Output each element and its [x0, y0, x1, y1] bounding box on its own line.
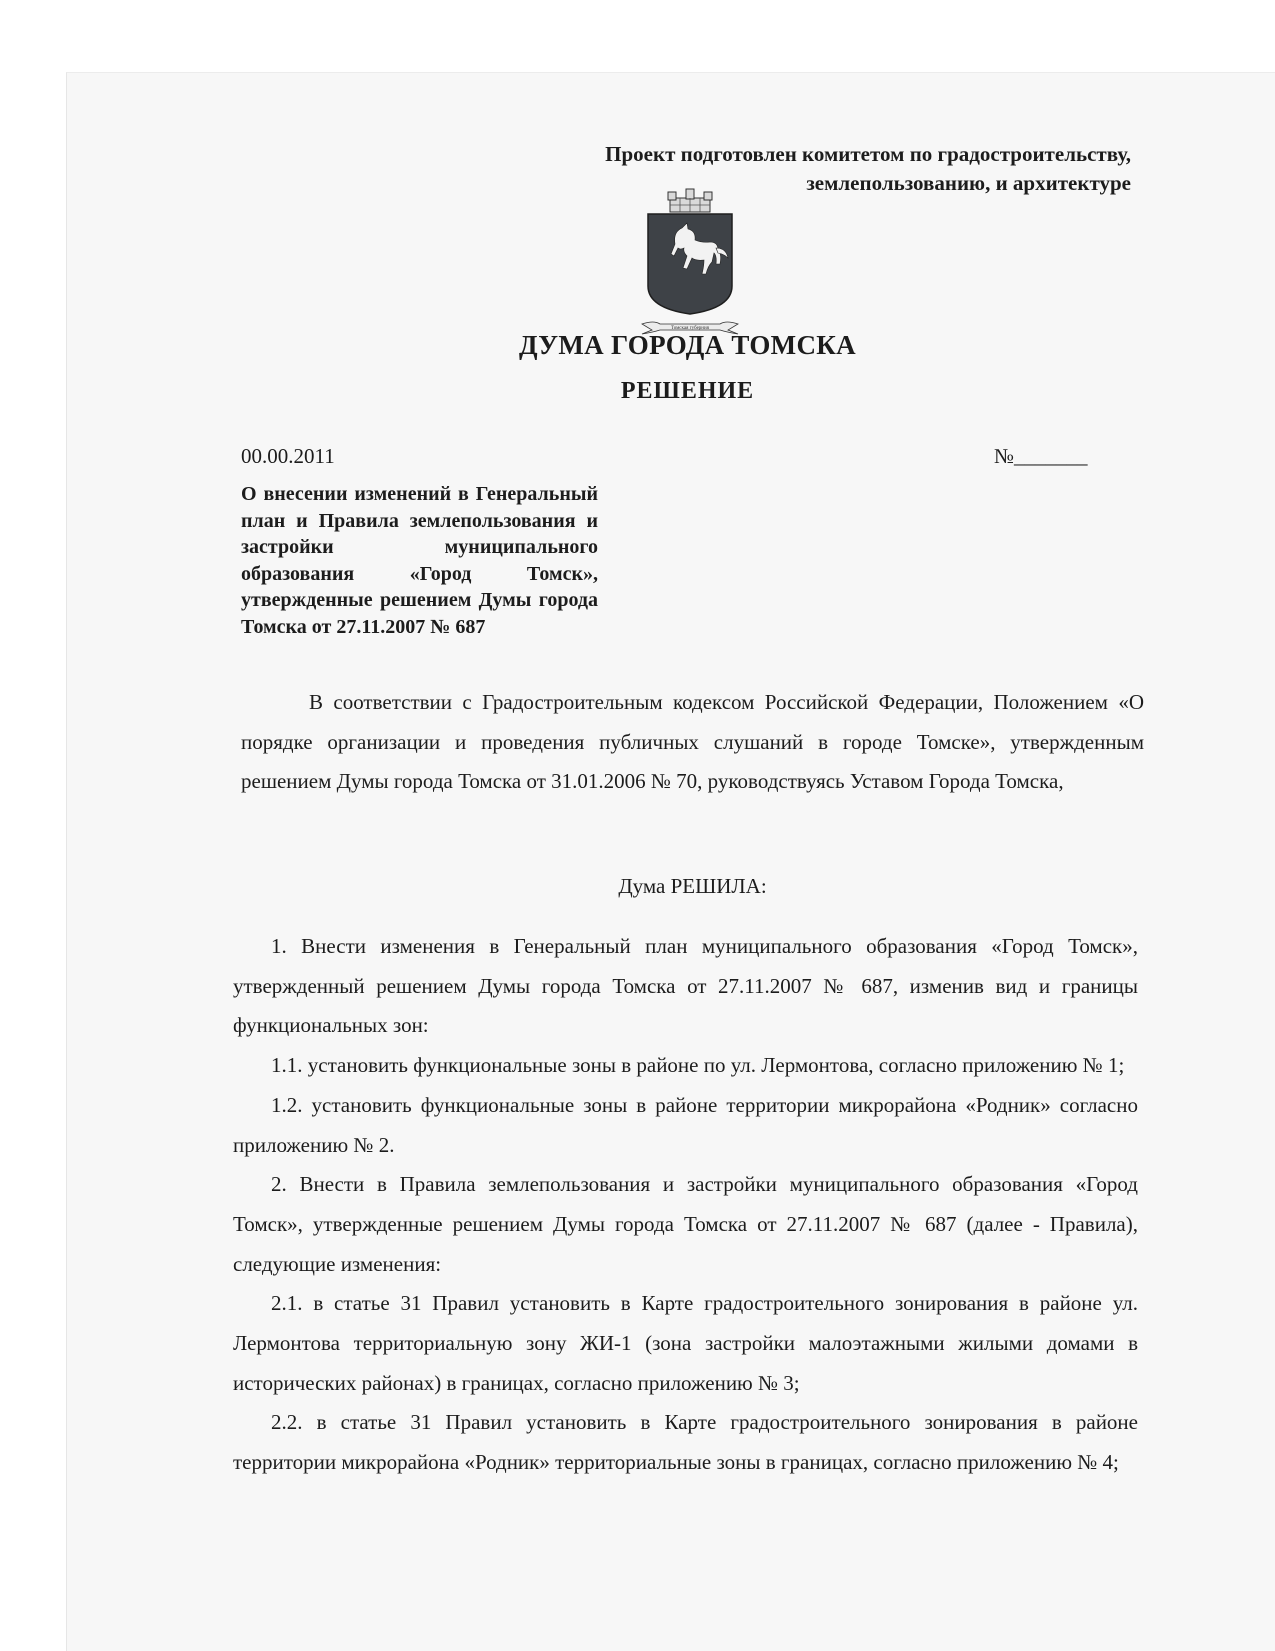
prepared-by-line-2: землепользованию, и архитектуре — [806, 171, 1131, 195]
resolution-item-2-1: 2.1. в статье 31 Правил установить в Карте градостроительного зонирования в районе ул. Лермонтова территориальную зону ЖИ-1 (зона застройки малоэтажными жилыми домами в исторических районах) в границах, согласно приложению № 3; — [233, 1291, 1138, 1395]
prepared-by-line-1: Проект подготовлен комитетом по градостроительству, — [605, 142, 1131, 166]
emblem-ribbon-text: Томская губерния — [671, 326, 709, 331]
resolution-item-2: 2. Внести в Правила землепользования и застройки муниципального образования «Город Томск», утвержденные решением Думы города Томска от 27.11.2007 № 687 (далее - Правила), следующие изменения: — [233, 1172, 1138, 1276]
council-title: ДУМА ГОРОДА ТОМСКА — [519, 330, 856, 360]
decision-subject: О внесении изменений в Генеральный план и Правила землепользования и застройки муниципального образования «Город Томск», утвержденные решением Думы города Томска от 27.11.2007 № 687 — [241, 483, 598, 638]
resolution-item-1: 1. Внести изменения в Генеральный план муниципального образования «Город Томск», утвержденный решением Думы города Томска от 27.11.2007 № 687, изменив вид и границы функциональных зон: — [233, 934, 1138, 1038]
decision-date: 00.00.2011 — [241, 444, 335, 468]
decision-number: №_______ — [994, 444, 1088, 468]
resolution-items — [233, 927, 1138, 1483]
resolution-item-1-1: 1.1. установить функциональные зоны в районе по ул. Лермонтова, согласно приложению № 1; — [271, 1053, 1125, 1078]
resolution-item-2-2: 2.2. в статье 31 Правил установить в Карте градостроительного зонирования в районе территории микрорайона «Родник» территориальные зоны в границах, согласно приложению № 4; — [233, 1410, 1138, 1475]
resolved-heading: Дума РЕШИЛА: — [618, 874, 767, 898]
preamble-paragraph: В соответствии с Градостроительным кодексом Российской Федерации, Положением «О порядке организации и проведения публичных слушаний в городе Томске», утвержденным решением Думы города Томска от 31.01.2006 № 70, руководствуясь Уставом Города Томска, — [241, 690, 1144, 793]
document-type-title: РЕШЕНИЕ — [620, 378, 755, 404]
tomsk-coat-of-arms-icon — [640, 186, 740, 336]
resolution-item-1-2: 1.2. установить функциональные зоны в районе территории микрорайона «Родник» согласно приложению № 2. — [233, 1092, 1138, 1157]
